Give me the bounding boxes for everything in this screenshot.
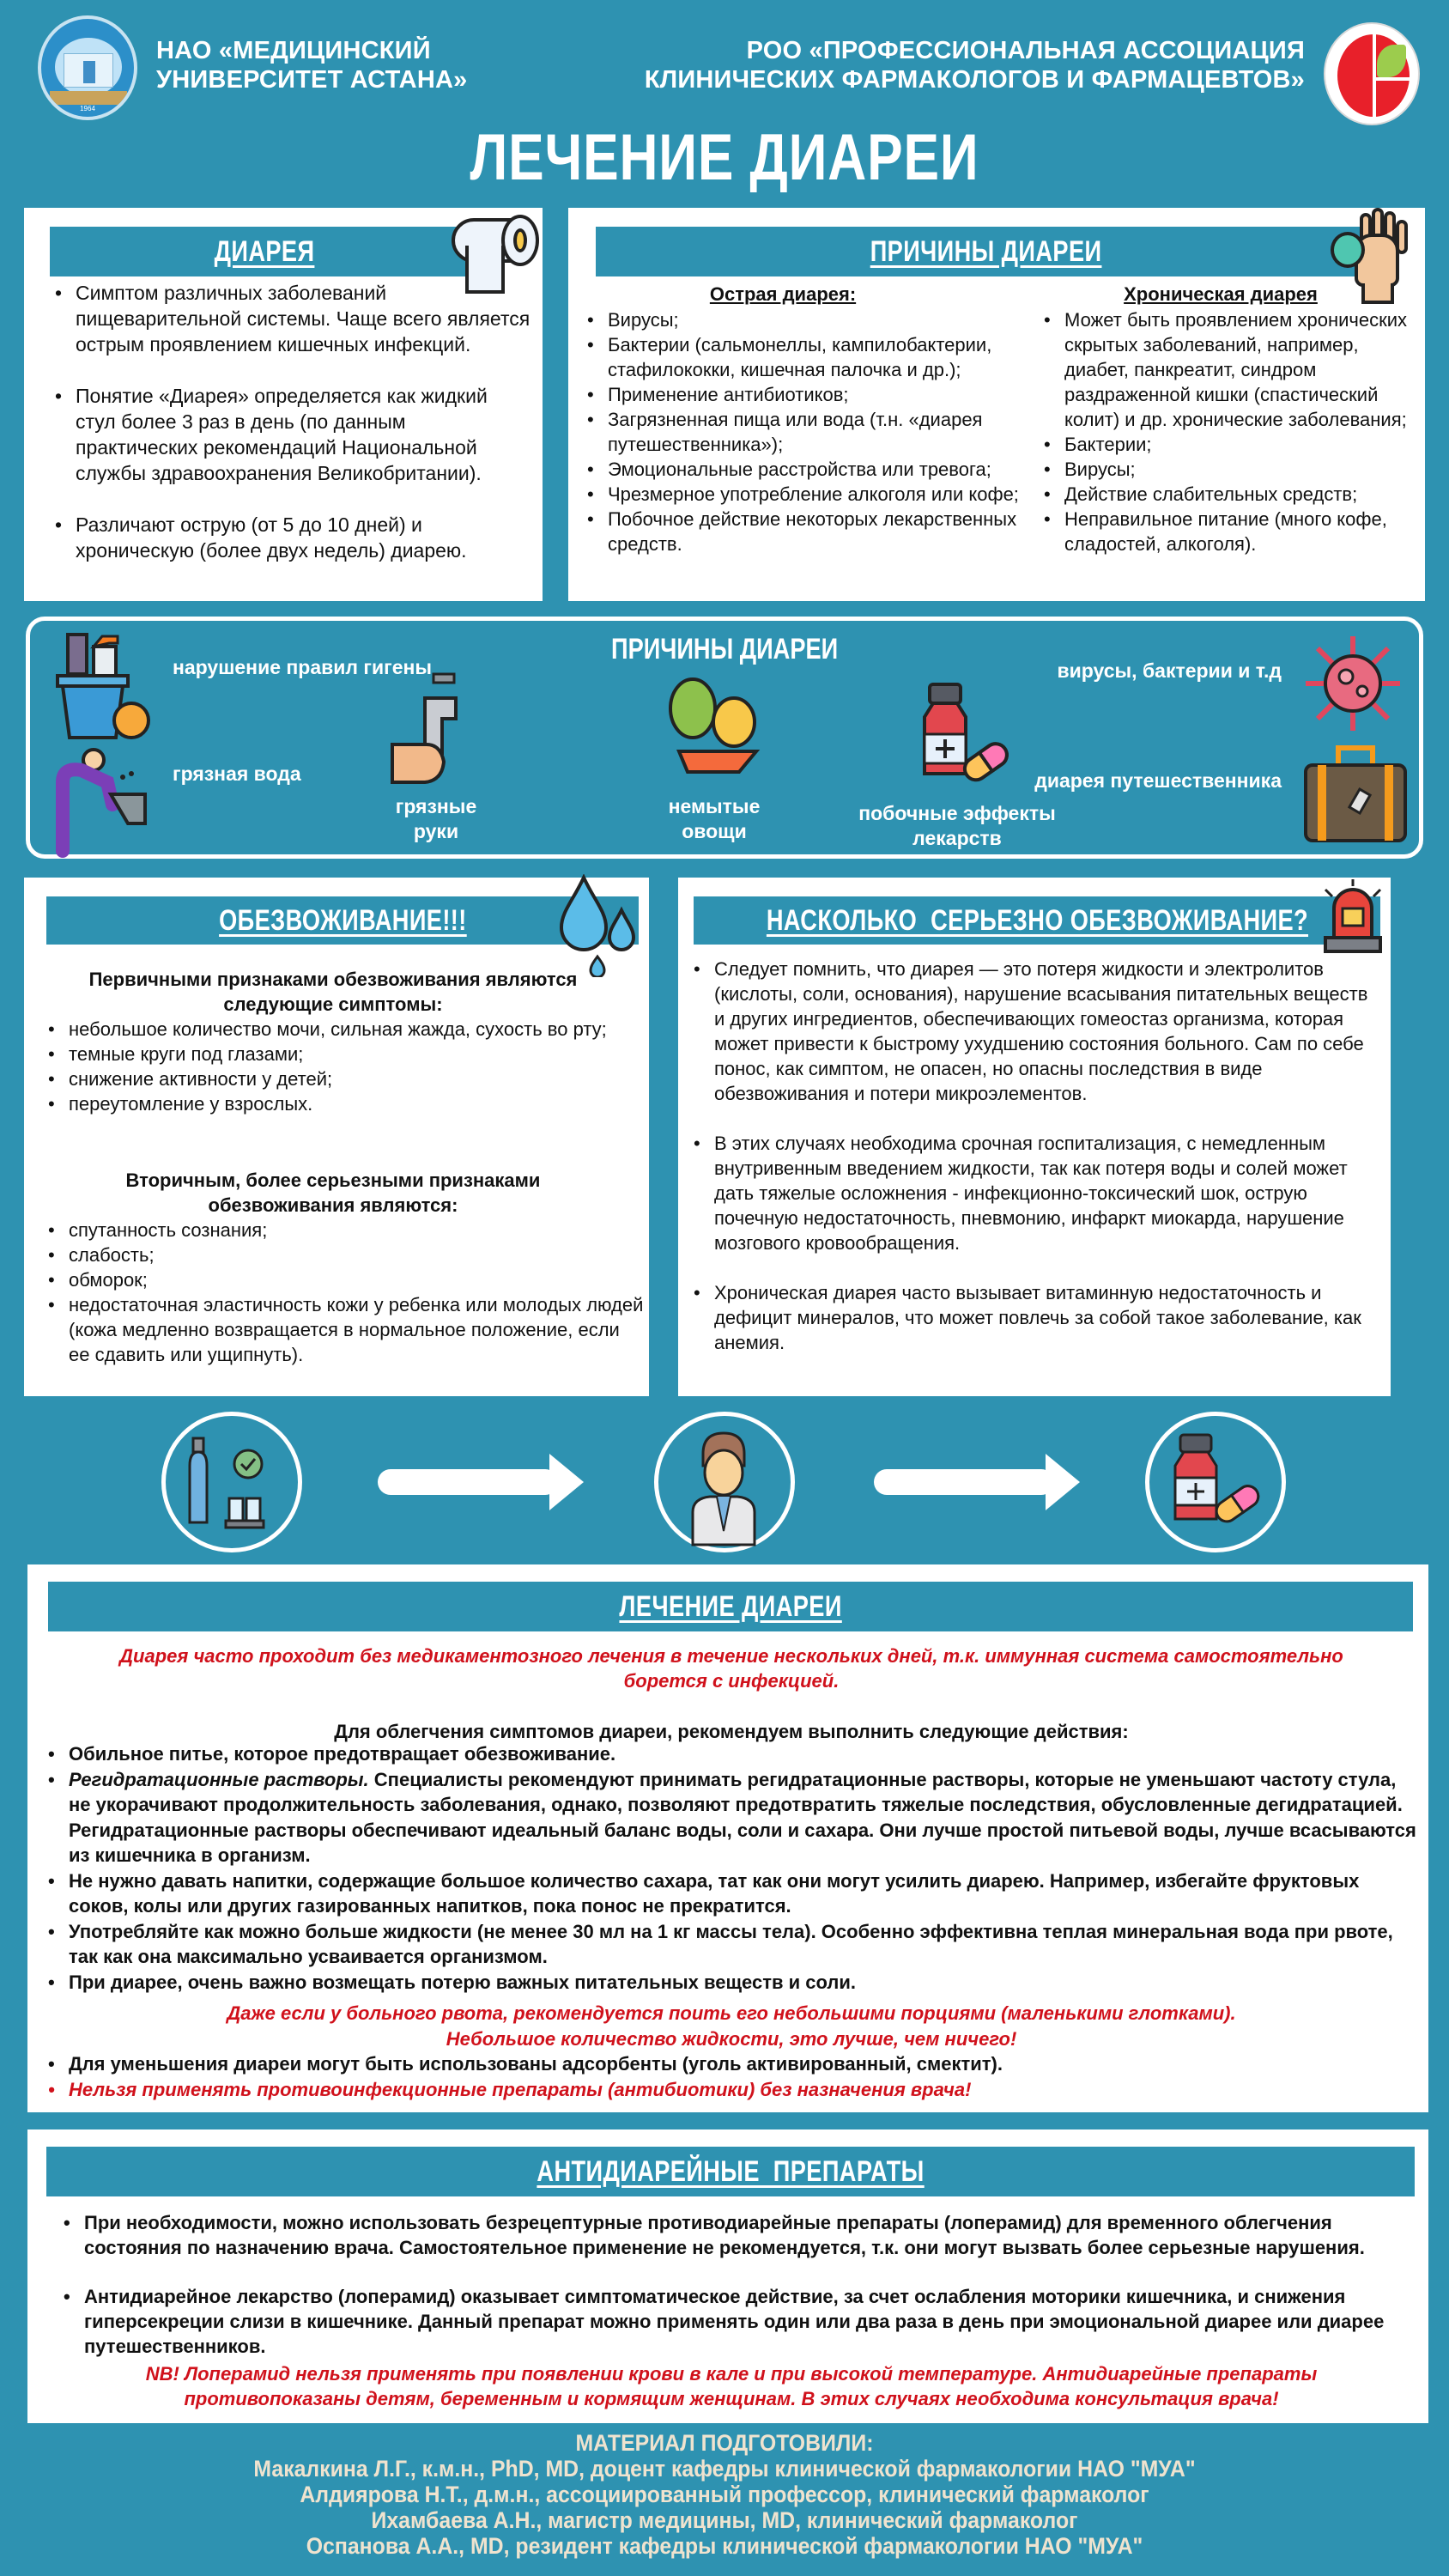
list-item: • темные круги под глазами;: [43, 1042, 644, 1066]
list-item: • спутанность сознания;: [43, 1218, 644, 1242]
treatment-lead: Для облегчения симптомов диареи, рекомендуем выполнить следующие действия:: [334, 1721, 1129, 1742]
antidiarrheal-list: [58, 2210, 1415, 2359]
list-item: • Может быть проявлением хронических скрытых заболеваний, например, диабет, панкреатит, синдром раздраженной кишки (спастический колит) и др. хронические заболевания;: [1039, 307, 1416, 432]
list-item: • Симптом различных заболеваний пищеварительной системы. Чаще всего является острым проявлением кишечных инфекций.: [50, 280, 530, 357]
list-item: • Нельзя применять противоинфекционные препараты (антибиотики) без назначения врача!: [43, 2077, 1416, 2103]
cause-viruses-label: вирусы, бактерии и т.д: [1057, 659, 1282, 682]
secondary-signs-list: [43, 1218, 644, 1367]
association-logo: [1324, 22, 1420, 125]
diarrhea-title: ДИАРЕЯ: [214, 234, 315, 268]
author-line: Макалкина Л.Г., к.м.н., PhD, MD, доцент кафедры клинической фармакологии НАО "МУА": [253, 2456, 1196, 2482]
list-item: • Не нужно давать напитки, содержащие большое количество сахара, тат как они могут усилить диарею. Например, избегайте фруктовых соков, колы или других газированных напитков, пока понос не прекратится.: [43, 1868, 1416, 1919]
toilet-paper-icon: [452, 211, 544, 304]
treatment-list: [43, 1741, 1416, 1995]
rehydration-step: [161, 1412, 302, 1552]
list-item: • Действие слабительных средств;: [1039, 482, 1416, 507]
list-item: • Применение антибиотиков;: [582, 382, 1037, 407]
list-item: • Различают острую (от 5 до 10 дней) и хроническую (более двух недель) диарею.: [50, 512, 530, 563]
list-item: • Бактерии (сальмонеллы, кампилобактерии, стафилококки, кишечная палочка и др.);: [582, 332, 1037, 382]
secondary-signs-heading: Вторичным, более серьезными признаками обезвоживания являются:: [125, 1170, 541, 1216]
medicine-bottle-icon: [1149, 1416, 1282, 1548]
author-line: Ихамбаева А.Н., магистр медицины, MD, клинический фармаколог: [371, 2507, 1078, 2533]
arrow-right-icon: [874, 1469, 1054, 1495]
rehydration-text: Специалисты рекомендуют принимать регидратационные растворы, которые не уменьшают частоту стула, не укорачивают продолжительность заболевания, однако, позволяют предотвратить тяжелые последствия, обусловленные дегидратацией. Регидратационные растворы обеспечивают идеальный баланс воды, соли и сахара. Они лучше простой питьевой воды, лучше всасываются из кишечника в организм.: [69, 1768, 1416, 1866]
antidiarrheal-title: АНТИДИАРЕЙНЫЕ ПРЕПАРАТЫ: [537, 2154, 925, 2188]
causes-card: [568, 208, 1425, 601]
dehydration-header-band: [46, 896, 639, 945]
treatment-header-band: [48, 1582, 1413, 1631]
primary-signs-heading: Первичными признаками обезвоживания являются следующие симптомы:: [88, 969, 578, 1015]
author-line: Оспанова А.А., MD, резидент кафедры клинической фармакологии НАО "МУА": [306, 2533, 1143, 2559]
list-item: • слабость;: [43, 1242, 644, 1267]
dehydration-card: [24, 878, 649, 1396]
list-item: • небольшое количество мочи, сильная жажда, сухость во рту;: [43, 1017, 644, 1042]
treatment-intro-warning: Диарея часто проходит без медикаментозного лечения в течение нескольких дней, т.к. иммунная система самостоятельно борется с инфекцией.: [119, 1645, 1343, 1692]
cause-travel-label: диарея путешественника: [1034, 769, 1282, 792]
footer-heading: МАТЕРИАЛ ПОДГОТОВИЛИ:: [575, 2430, 874, 2456]
list-item: • Вирусы;: [582, 307, 1037, 332]
list-item: • Обильное питье, которое предотвращает обезвоживание.: [43, 1741, 1416, 1767]
logo-year: 1964: [80, 105, 95, 112]
drinking-fountain-icon: [49, 748, 152, 860]
medication-step: [1145, 1412, 1286, 1552]
causes-icons-panel: [26, 617, 1423, 859]
cause-dirty-hands-label: грязные руки: [395, 795, 477, 842]
list-item: • Следует помнить, что диарея — это потеря жидкости и электролитов (кислоты, соли, основания), нарушение всасывания питательных веществ и других ингредиентов, обеспечивающих гомеостаз организма, которая может привести к быстрому ухудшению состояния больного. Сам по себе понос, как симптом, не опасен, но опасны последствия в виде обезвоживания и потери микроэлементов.: [688, 957, 1375, 1106]
causes-title: ПРИЧИНЫ ДИАРЕИ: [870, 234, 1102, 268]
cause-unwashed-veg-label: немытые овощи: [668, 795, 761, 842]
doctor-step: [654, 1412, 795, 1552]
cleaning-bucket-icon: [54, 631, 157, 743]
author-line: Алдиярова Н.Т., д.м.н., ассоциированный профессор, клинический фармаколог: [300, 2482, 1149, 2507]
antidiarrheal-header-band: [46, 2147, 1415, 2196]
list-item: • Эмоциональные расстройства или тревога;: [582, 457, 1037, 482]
acute-list: [582, 307, 1037, 556]
list-item: • обморок;: [43, 1267, 644, 1292]
loperamide-warning: NB! Лоперамид нельзя применять при появлении крови в кале и при высокой температуре. Антидиарейные препараты противопоказаны детям, беременным и кормящим женщинам. В этих случаях необходима консультация врача!: [145, 2363, 1318, 2409]
doctor-icon: [658, 1416, 791, 1548]
suitcase-icon: [1302, 744, 1409, 844]
severity-card: [678, 878, 1391, 1396]
chronic-list: [1039, 307, 1416, 556]
vomiting-note-line: Небольшое количество жидкости, это лучше, чем ничего!: [446, 2027, 1017, 2050]
rehydration-emphasis: Регидратационные растворы.: [69, 1768, 369, 1790]
diarrhea-header-band: [50, 227, 479, 276]
causes-header-band: [596, 227, 1377, 276]
dehydration-title: ОБЕЗВОЖИВАНИЕ!!!: [218, 903, 467, 937]
diarrhea-list: [50, 280, 530, 563]
cause-dirty-water-label: грязная вода: [173, 762, 301, 785]
list-item: • Побочное действие некоторых лекарственных средств.: [582, 507, 1037, 556]
treatment-list-tail: [43, 2051, 1416, 2102]
list-item: • Хроническая диарея часто вызывает витаминную недостаточность и дефицит минералов, что может повлечь за собой такое заболевание, как анемия.: [688, 1280, 1375, 1355]
vegetables-icon: [664, 674, 767, 777]
acute-heading: Острая диарея:: [709, 283, 857, 305]
causes-icons-title: ПРИЧИНЫ ДИАРЕИ: [610, 633, 839, 665]
list-item: • Антидиарейное лекарство (лоперамид) оказывает симптоматическое действие, за счет ослабления моторики кишечника, и снижения гиперсекреции слизи в кишечнике. Данный препарат можно применять один или два раза в день при эмоциональной диарее или диарее путешественников.: [58, 2284, 1415, 2359]
list-item: • Вирусы;: [1039, 457, 1416, 482]
list-item: [43, 1767, 1416, 1868]
association-name-line: КЛИНИЧЕСКИХ ФАРМАКОЛОГОВ И ФАРМАЦЕВТОВ»: [644, 66, 1305, 94]
university-name: [156, 36, 467, 94]
university-logo: [38, 15, 137, 120]
primary-signs-list: [43, 1017, 644, 1116]
association-name-line: РОО «ПРОФЕССИОНАЛЬНАЯ АССОЦИАЦИЯ: [746, 37, 1305, 64]
list-item: • Чрезмерное употребление алкоголя или кофе;: [582, 482, 1037, 507]
list-item: • Понятие «Диарея» определяется как жидкий стул более 3 раз в день (по данным практических рекомендаций Национальной службы здравоохранения Великобритании).: [50, 383, 530, 486]
treatment-card: [27, 1564, 1428, 2112]
medicine-bottle-icon: [916, 683, 1019, 794]
cause-side-effects-label: побочные эффекты лекарств: [858, 802, 1056, 849]
vomiting-note-line: Даже если у больного рвота, рекомендуется поить его небольшими порциями (маленькими глотками).: [227, 2002, 1236, 2024]
list-item: • Неправильное питание (много кофе, сладостей, алкоголя).: [1039, 507, 1416, 556]
list-item: • недостаточная эластичность кожи у ребенка или молодых людей (кожа медленно возвращается в нормальное положение, если ее сдавить или ущипнуть).: [43, 1292, 644, 1367]
list-item: • При диарее, очень важно возмещать потерю важных питательных веществ и соли.: [43, 1970, 1416, 1996]
list-item: • Употребляйте как можно больше жидкости (не менее 30 мл на 1 кг массы тела). Особенно эффективна теплая минеральная вода при рвоте, так как она максимально усваивается организмом.: [43, 1919, 1416, 1970]
treatment-title: ЛЕЧЕНИЕ ДИАРЕИ: [619, 1589, 842, 1623]
cause-hygiene-label: нарушение правил гигены: [173, 656, 433, 678]
chronic-heading: Хроническая диарея: [1124, 283, 1318, 305]
water-drops-icon: [558, 874, 644, 977]
washing-hands-icon: [391, 672, 476, 784]
list-item: • снижение активности у детей;: [43, 1066, 644, 1091]
university-name-line: НАО «МЕДИЦИНСКИЙ: [156, 37, 431, 64]
header: [0, 0, 1449, 129]
list-item: • При необходимости, можно использовать безрецептурные противодиарейные препараты (лоперамид) для временного облегчения состояния по назначению врача. Самостоятельное применение не рекомендуется, т.к. они могут вызвать более серьезные нарушения.: [58, 2210, 1415, 2260]
severity-title: НАСКОЛЬКО СЕРЬЕЗНО ОБЕЗВОЖИВАНИЕ?: [766, 903, 1308, 937]
hand-germ-icon: [1329, 208, 1423, 304]
page-title: ЛЕЧЕНИЕ ДИАРЕИ: [470, 121, 979, 194]
alarm-siren-icon: [1317, 878, 1391, 955]
vomiting-note: [79, 2001, 1384, 2051]
association-name: [645, 36, 1305, 94]
university-name-line: УНИВЕРСИТЕТ АСТАНА»: [156, 66, 468, 94]
list-item: • Бактерии;: [1039, 432, 1416, 457]
authors-footer: [0, 2430, 1449, 2559]
severity-list: [688, 957, 1375, 1355]
virus-icon: [1299, 629, 1407, 738]
arrow-right-icon: [378, 1469, 558, 1495]
list-item: • Для уменьшения диареи могут быть использованы адсорбенты (уголь активированный, смектит).: [43, 2051, 1416, 2077]
severity-header-band: [694, 896, 1380, 945]
antidiarrheal-card: [27, 2129, 1428, 2423]
water-bottle-icon: [166, 1416, 298, 1548]
list-item: • В этих случаях необходима срочная госпитализация, с немедленным внутривенным введением жидкости, так как потеря воды и солей может дать тяжелые осложнения - инфекционно-токсический шок, острую почечную недостаточность, пневмонию, инфаркт миокарда, нарушение мозгового кровообращения.: [688, 1131, 1375, 1255]
list-item: • Загрязненная пища или вода (т.н. «диарея путешественника»);: [582, 407, 1037, 457]
list-item: • переутомление у взрослых.: [43, 1091, 644, 1116]
